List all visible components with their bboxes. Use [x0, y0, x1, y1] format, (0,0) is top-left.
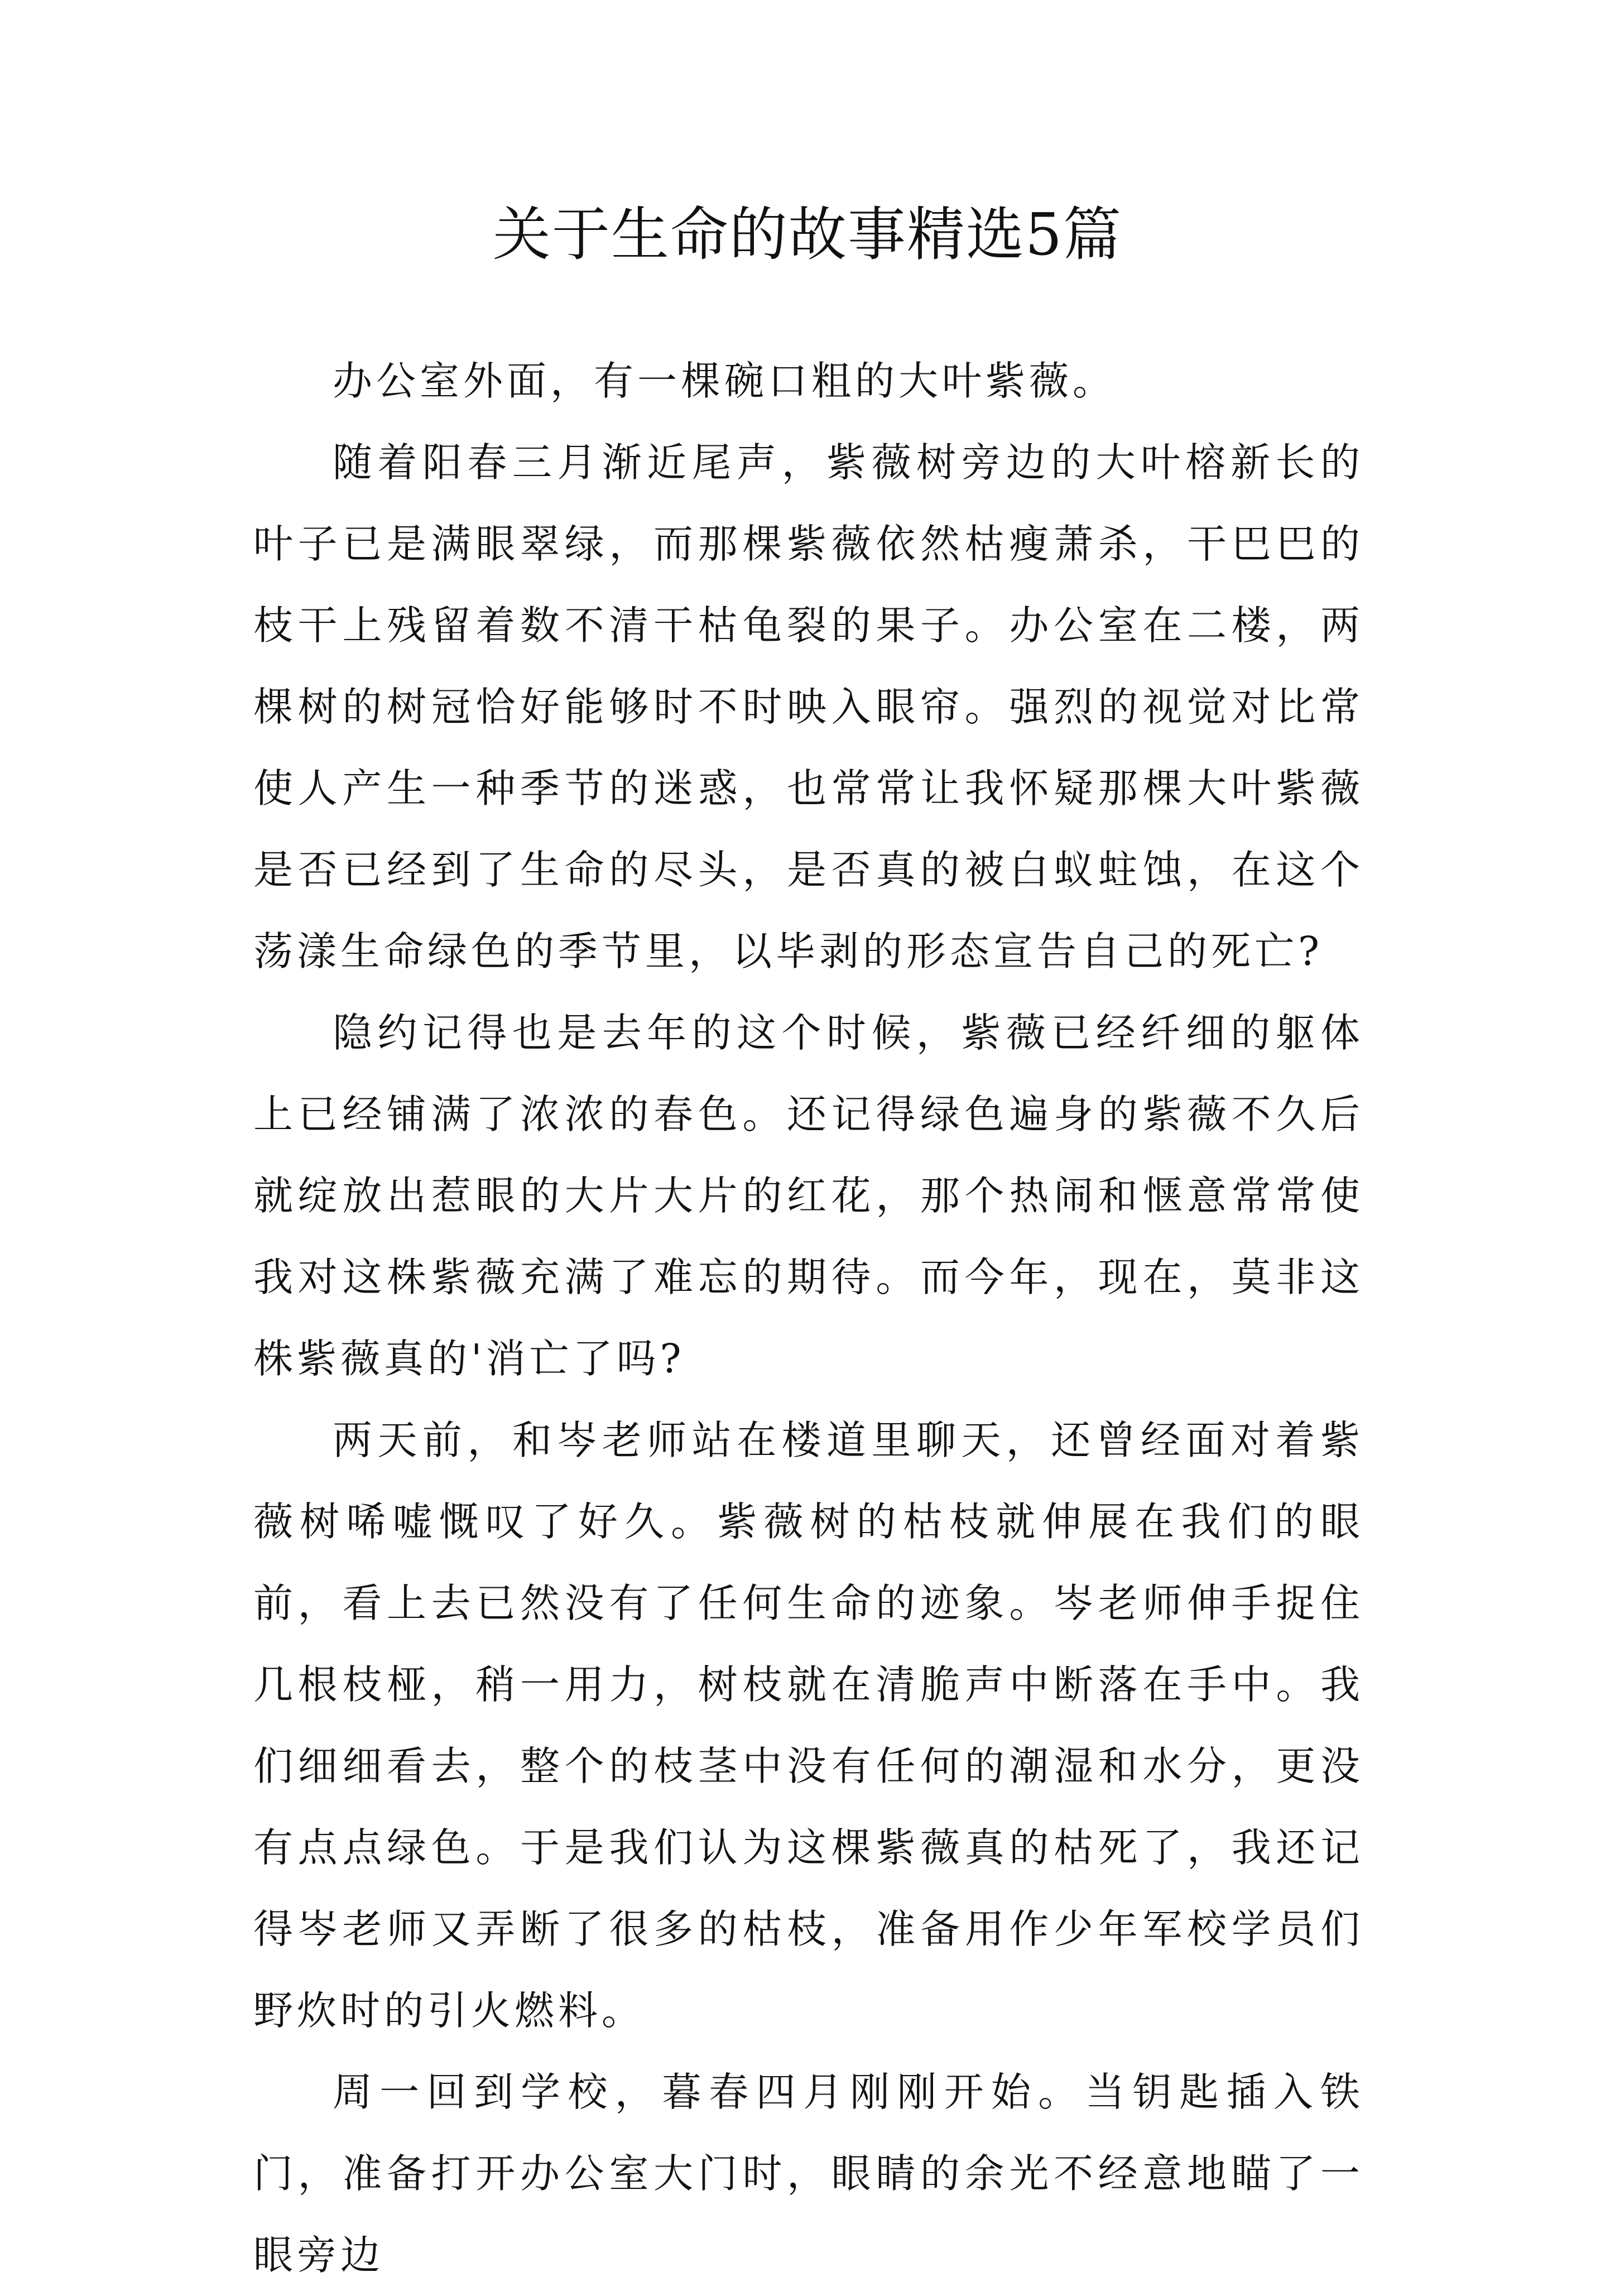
paragraph: 隐约记得也是去年的这个时候，紫薇已经纤细的躯体上已经铺满了浓浓的春色。还记得绿色遍身的紫薇不久后就绽放出惹眼的大片大片的红花，那个热闹和惬意常常使我对这株紫薇充满了难忘的期待。而今年，现在，莫非这株紫薇真的'消亡了吗?: [253, 1010, 1364, 1382]
paragraph: 随着阳春三月渐近尾声，紫薇树旁边的大叶榕新长的叶子已是满眼翠绿，而那棵紫薇依然枯瘦萧杀，干巴巴的枝干上残留着数不清干枯龟裂的果子。办公室在二楼，两棵树的树冠恰好能够时不时映入眼帘。强烈的视觉对比常使人产生一种季节的迷惑，也常常让我怀疑那棵大叶紫薇是否已经到了生命的尽头，是否真的被白蚁蛀蚀，在这个荡漾生命绿色的季节里，以毕剥的形态宣告自己的死亡?: [253, 439, 1364, 974]
document-body: [253, 340, 1364, 2296]
paragraph: 周一回到学校，暮春四月刚刚开始。当钥匙插入铁门，准备打开办公室大门时，眼睛的余光不经意地瞄了一眼旁边: [253, 2069, 1364, 2278]
paragraph: 两天前，和岑老师站在楼道里聊天，还曾经面对着紫薇树唏嘘慨叹了好久。紫薇树的枯枝就伸展在我们的眼前，看上去已然没有了任何生命的迹象。岑老师伸手捉住几根枝桠，稍一用力，树枝就在清脆声中断落在手中。我们细细看去，整个的枝茎中没有任何的潮湿和水分，更没有点点绿色。于是我们认为这棵紫薇真的枯死了，我还记得岑老师又弄断了很多的枯枝，准备用作少年军校学员们野炊时的引火燃料。: [253, 1417, 1364, 2034]
paragraph: 办公室外面，有一棵碗口粗的大叶紫薇。: [333, 358, 1117, 404]
document-title: 关于生命的故事精选5篇: [492, 200, 1123, 268]
